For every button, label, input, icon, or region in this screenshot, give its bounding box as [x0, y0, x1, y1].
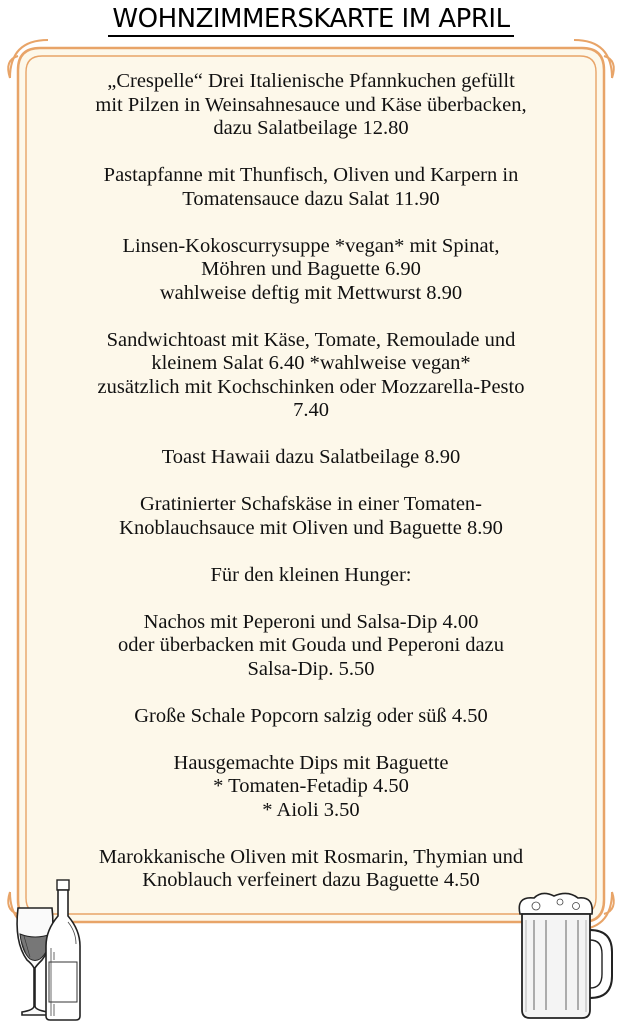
- wine-bottle-icon: [40, 878, 86, 1022]
- page-title-wrapper: [0, 4, 622, 34]
- beer-mug-icon: [512, 890, 616, 1022]
- menu-item-line: Linsen-Kokoscurrysuppe *vegan* mit Spinat,: [122, 234, 500, 257]
- menu-item: [40, 70, 582, 141]
- menu-item-line: Knoblauch verfeinert dazu Baguette 4.50: [142, 869, 480, 891]
- page-title: WOHNZIMMERSKARTE IM APRIL: [108, 4, 513, 37]
- menu-item-line: Große Schale Popcorn salzig oder süß 4.50: [134, 704, 488, 727]
- menu-item: [40, 846, 582, 893]
- menu-item-line: Sandwichtoast mit Käse, Tomate, Remoulade und: [106, 328, 516, 351]
- menu-item-line: Nachos mit Peperoni und Salsa-Dip 4.00: [143, 610, 479, 633]
- menu-item-line: kleinem Salat 6.40 *wahlweise vegan*: [151, 352, 471, 374]
- menu-item-line: * Tomaten-Fetadip 4.50: [213, 775, 409, 797]
- menu-item-line: Gratinierter Schafskäse in einer Tomaten-: [140, 493, 482, 515]
- menu-item: [40, 705, 582, 729]
- menu-item-line: oder überbacken mit Gouda und Peperoni dazu: [118, 634, 504, 656]
- menu-item-line: wahlweise deftig mit Mettwurst 8.90: [159, 281, 463, 304]
- menu-item: [40, 493, 582, 540]
- menu-item: [40, 752, 582, 823]
- menu-item: [40, 564, 582, 588]
- menu-item: [40, 164, 582, 211]
- menu-item-line: Knoblauchsauce mit Oliven und Baguette 8.90: [119, 516, 503, 539]
- menu-item-line: Für den kleinen Hunger:: [210, 563, 412, 586]
- menu-item-line: * Aioli 3.50: [262, 798, 360, 821]
- menu-item-line: Pastapfanne mit Thunfisch, Oliven und Karpern in: [103, 164, 519, 186]
- menu-item-line: Tomatensauce dazu Salat 11.90: [182, 187, 440, 210]
- menu-item-line: Toast Hawaii dazu Salatbeilage 8.90: [161, 446, 461, 468]
- menu-item: [40, 446, 582, 470]
- menu-list: [40, 70, 582, 916]
- menu-item: [40, 329, 582, 423]
- menu-item-line: Möhren und Baguette 6.90: [201, 258, 421, 280]
- menu-item: [40, 235, 582, 306]
- menu-item-line: Salsa-Dip. 5.50: [247, 657, 375, 680]
- menu-item-line: Hausgemachte Dips mit Baguette: [173, 751, 449, 774]
- menu-item-line: mit Pilzen in Weinsahnesauce und Käse überbacken,: [95, 93, 527, 116]
- menu-item-line: Marokkanische Oliven mit Rosmarin, Thymian und: [98, 845, 524, 868]
- menu-item: [40, 611, 582, 682]
- menu-item-line: 7.40: [293, 399, 329, 421]
- menu-item-line: dazu Salatbeilage 12.80: [213, 117, 409, 139]
- menu-item-line: „Crespelle“ Drei Italienische Pfannkuchen gefüllt: [107, 70, 515, 92]
- menu-item-line: zusätzlich mit Kochschinken oder Mozzarella-Pesto: [97, 375, 525, 398]
